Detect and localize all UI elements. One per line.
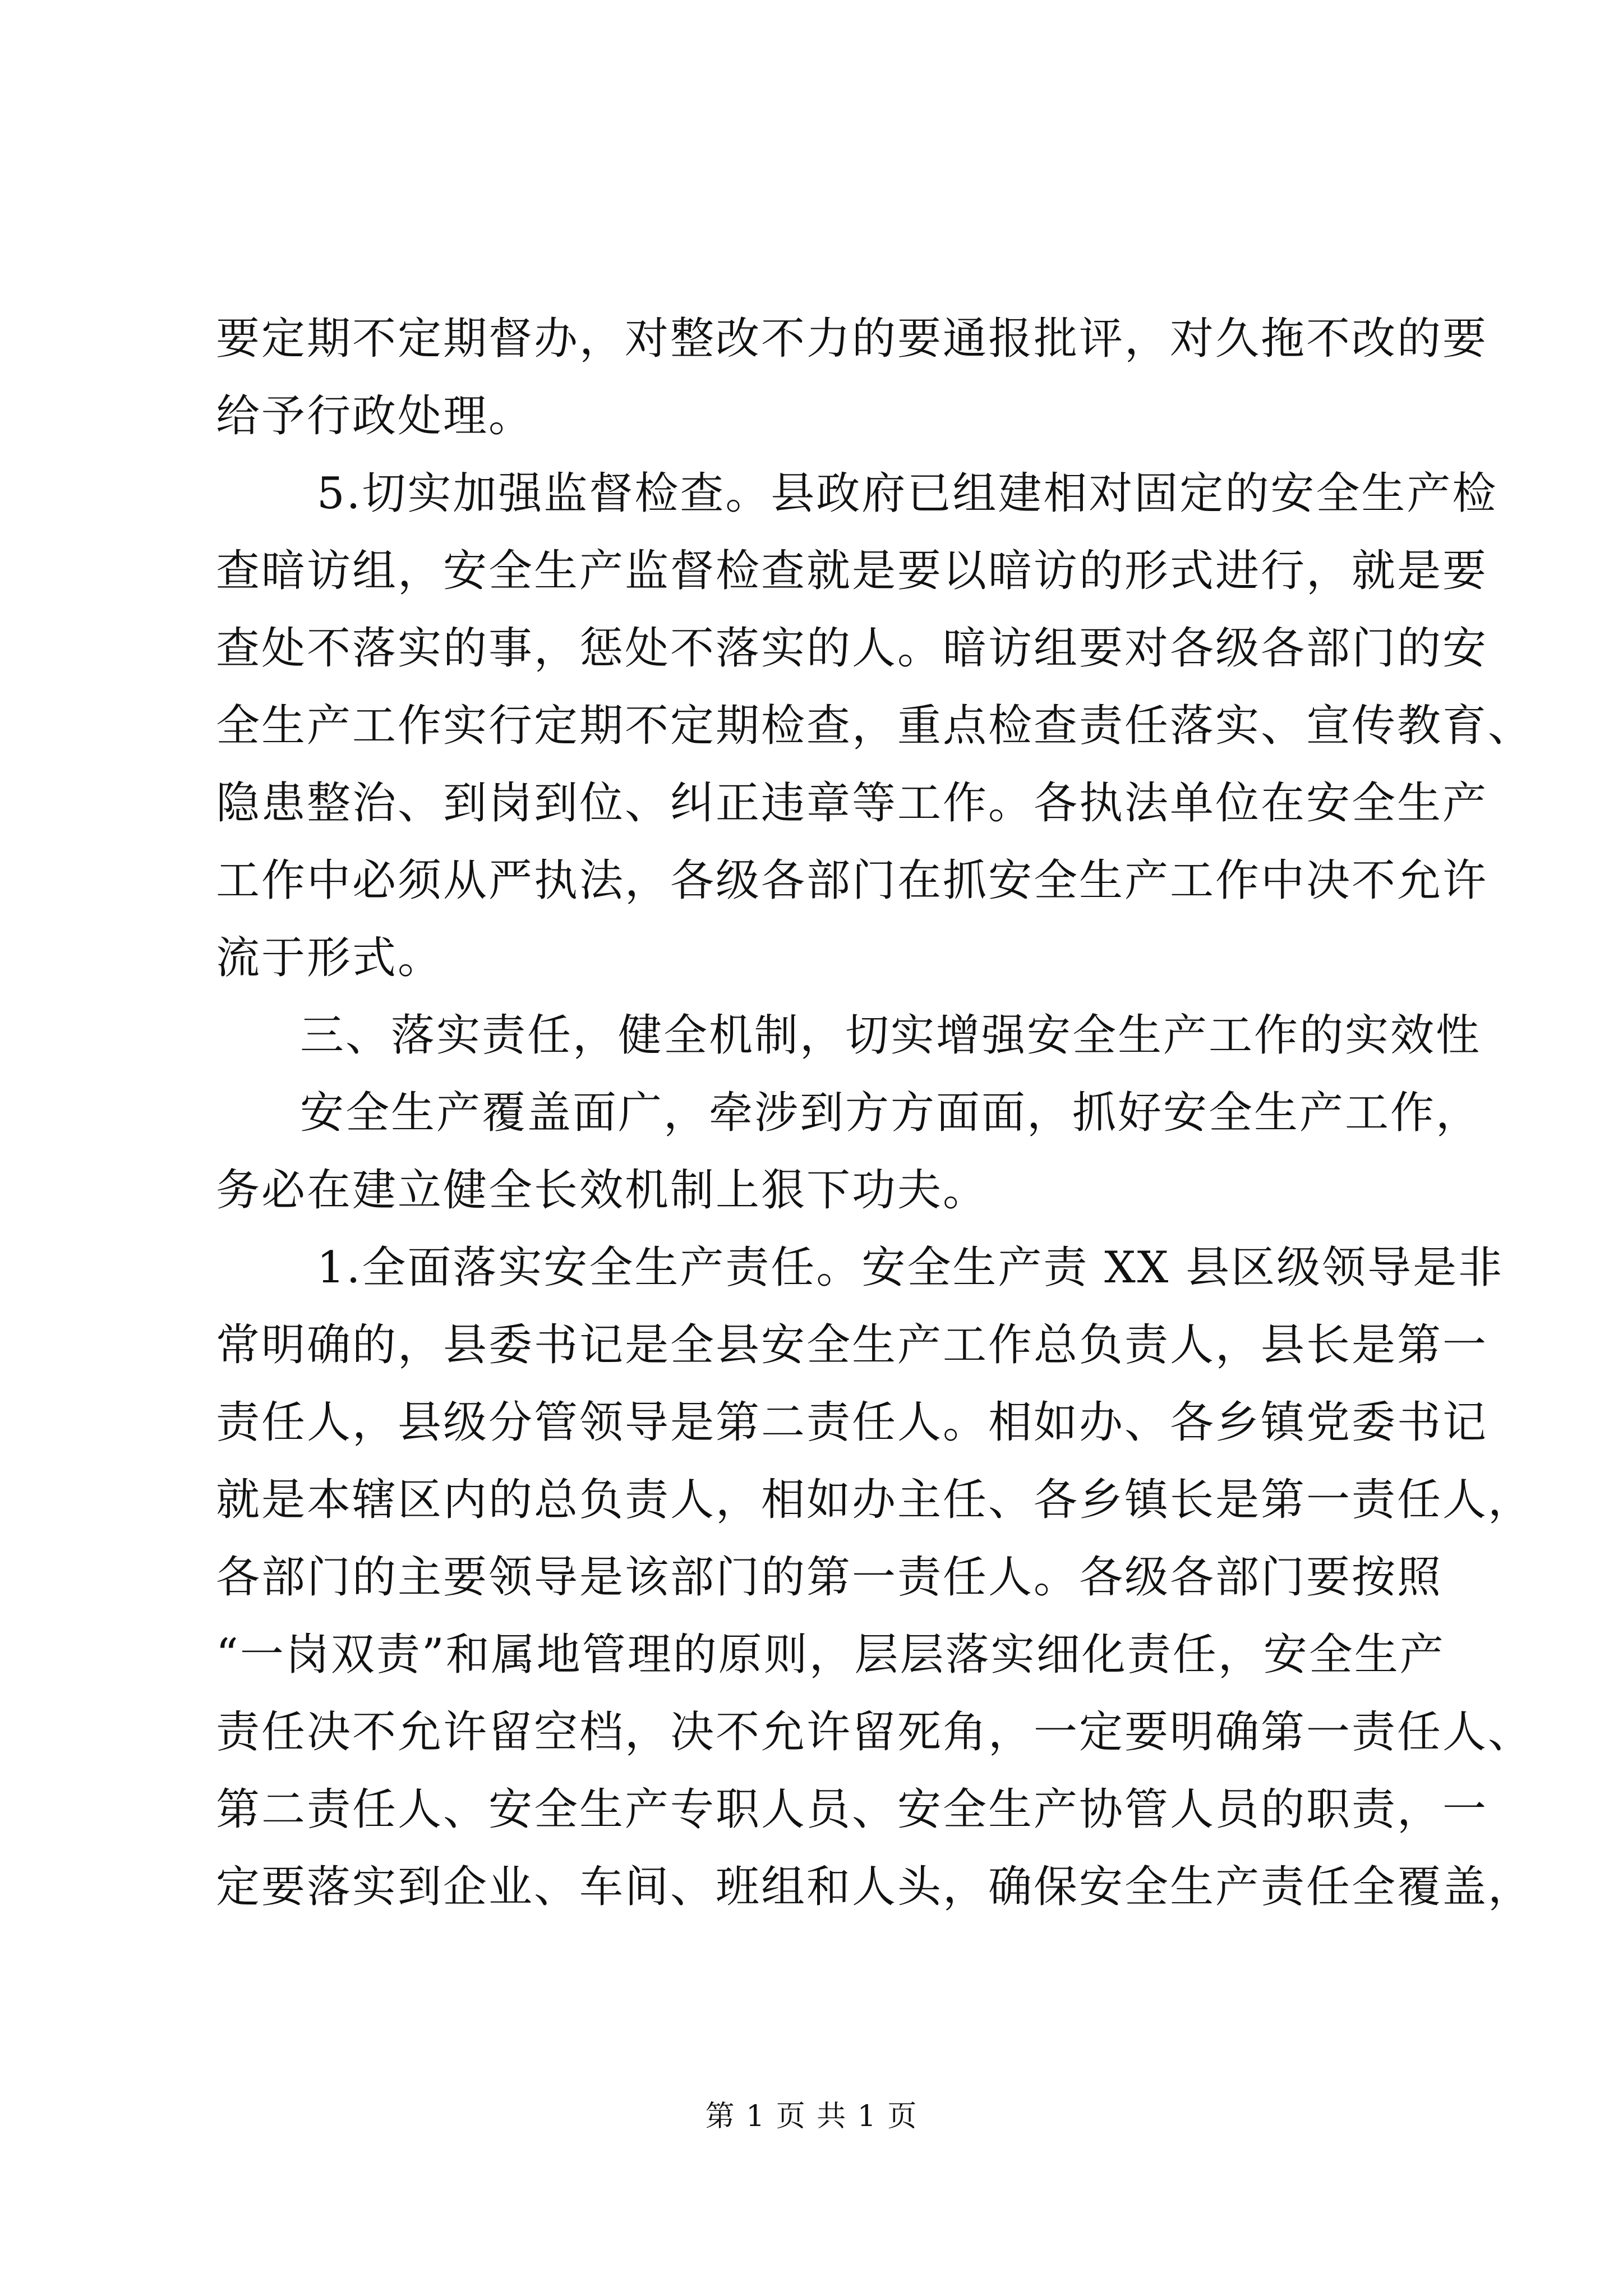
text-line: 流于形式。 xyxy=(216,933,444,983)
text-line: 第二责任人、安全生产专职人员、安全生产协管人员的职责，一 xyxy=(216,1784,1488,1835)
text-line: 定要落实到企业、车间、班组和人头，确保安全生产责任全覆盖， xyxy=(216,1862,1534,1912)
text-line: 就是本辖区内的总负责人，相如办主任、各乡镇长是第一责任人， xyxy=(216,1475,1534,1525)
text-line: 工作中必须从严执法，各级各部门在抓安全生产工作中决不允许 xyxy=(216,855,1488,906)
text-line: 常明确的，县委书记是全县安全生产工作总负责人，县长是第一 xyxy=(216,1320,1488,1370)
text-line: 务必在建立健全长效机制上狠下功夫。 xyxy=(216,1165,989,1216)
text-line: 各部门的主要领导是该部门的第一责任人。各级各部门要按照 xyxy=(216,1552,1443,1603)
section-heading-1: 1.全面落实安全生产责任。安全生产责 XX 县区级领导是非 xyxy=(317,1243,1504,1293)
section-heading-3: 三、落实责任，健全机制，切实增强安全生产工作的实效性 xyxy=(300,1010,1482,1061)
document-body xyxy=(216,300,1534,1926)
page-number-footer: 第 1 页 共 1 页 xyxy=(705,2100,918,2133)
text-line: 全生产工作实行定期不定期检查，重点检查责任落实、宣传教育、 xyxy=(216,701,1534,751)
text-line: 查处不落实的事，惩处不落实的人。暗访组要对各级各部门的安 xyxy=(216,623,1488,674)
section-heading-5: 5.切实加强监督检查。县政府已组建相对固定的安全生产检 xyxy=(317,468,1498,519)
text-line: 要定期不定期督办，对整改不力的要通报批评，对久拖不改的要 xyxy=(216,314,1488,364)
text-line: 责任决不允许留空档，决不允许留死角，一定要明确第一责任人、 xyxy=(216,1707,1534,1757)
text-line: 责任人，县级分管领导是第二责任人。相如办、各乡镇党委书记 xyxy=(216,1397,1488,1448)
text-line: 查暗访组，安全生产监督检查就是要以暗访的形式进行，就是要 xyxy=(216,546,1488,596)
text-line: 隐患整治、到岗到位、纠正违章等工作。各执法单位在安全生产 xyxy=(216,778,1488,829)
text-line: “一岗双责”和属地管理的原则，层层落实细化责任，安全生产 xyxy=(216,1630,1445,1680)
text-line: 安全生产覆盖面广，牵涉到方方面面，抓好安全生产工作， xyxy=(300,1088,1482,1138)
text-line: 给予行政处理。 xyxy=(216,391,534,441)
